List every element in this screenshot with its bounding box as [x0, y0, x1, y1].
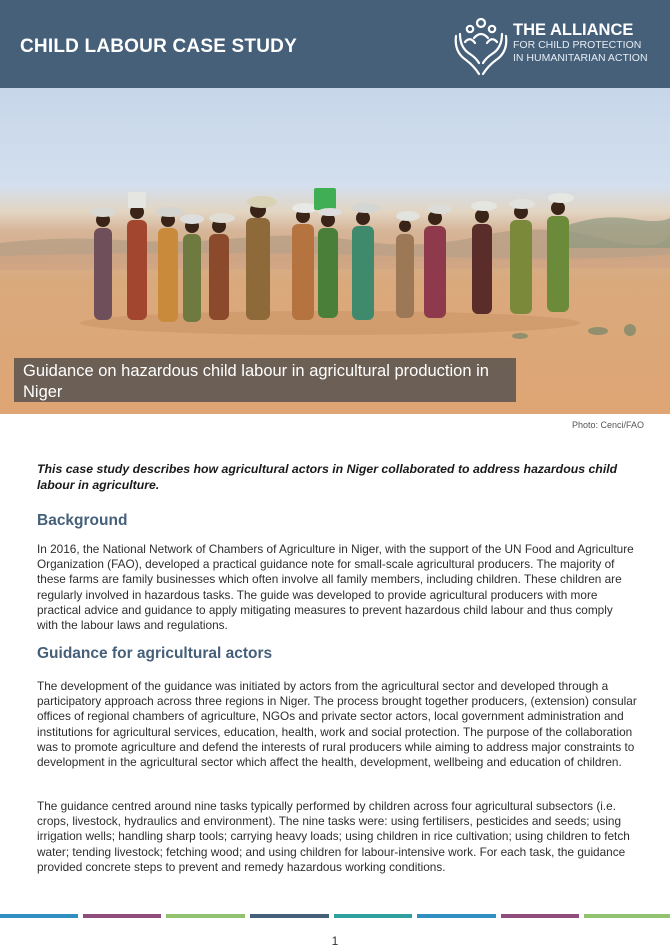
page-number: 1 — [331, 934, 339, 948]
guidance-paragraph-1: The development of the guidance was initiated by actors from the agricultural sector and developed through a participatory approach across three regions in Niger. The process brought together producers, (extension) consular offices of regional chambers of agriculture, NGOs and private sector actors, local government administration and institutions for agricultural services, education, health, work and social protection. The purpose of the collaboration was to promote agriculture and defend the interests of rural producers while aiming to address major constraints to development in the agricultural sector which affect the health, development, wellbeing and education of children. — [37, 679, 637, 770]
page-header — [0, 0, 670, 88]
document-title: CHILD LABOUR CASE STUDY — [20, 36, 297, 57]
organization-name — [513, 21, 648, 65]
heading-background: Background — [37, 512, 128, 529]
guidance-paragraph-2: The guidance centred around nine tasks typically performed by children across four agricultural subsectors (i.e. crops, livestock, hydraulics and environment). The nine tasks were: using fertilisers, pesticides and seeds; using irrigation wells; handling sharp tools; carrying heavy loads; using children in rice cultivation; using children to fetch water; tending livestock; fetching wood; and using children for labour-intensive work. For each task, the guidance provided concrete steps to prevent and remedy hazardous working conditions. — [37, 799, 630, 874]
org-line-2: FOR CHILD PROTECTION — [513, 39, 642, 51]
photo-caption — [14, 358, 516, 402]
org-name: THE ALLIANCE — [513, 21, 634, 39]
photo-credit: Photo: Cenci/FAO — [571, 420, 644, 430]
footer-color-bar — [417, 914, 496, 918]
cover-photo — [0, 88, 670, 414]
footer-color-bar — [334, 914, 412, 918]
hands-holding-people-icon — [452, 16, 510, 76]
footer-color-bar — [166, 914, 245, 918]
footer-color-bar — [584, 914, 670, 918]
intro-summary: This case study describes how agricultural actors in Niger collaborated to address hazardous child labour in agriculture. — [37, 462, 618, 492]
footer-color-bar — [83, 914, 161, 918]
org-line-3: IN HUMANITARIAN ACTION — [513, 52, 648, 64]
background-paragraph: In 2016, the National Network of Chambers of Agriculture in Niger, with the support of the UN Food and Agriculture Organization (FAO), developed a practical guidance note for small-scale agricultural producers. The majority of these farms are family businesses which often involve all family members, including children. These children are regularly involved in hazardous tasks. The guide was developed to provide agricultural producers with more practical advice and guidance to apply mitigating measures to prevent hazardous child labour and thus comply with the labour laws and regulations. — [37, 542, 634, 633]
footer-color-bar — [250, 914, 329, 918]
heading-guidance: Guidance for agricultural actors — [37, 645, 273, 662]
footer-color-bar — [501, 914, 579, 918]
footer-color-bar — [0, 914, 78, 918]
caption-text: Guidance on hazardous child labour in agricultural production in Niger — [23, 362, 489, 401]
